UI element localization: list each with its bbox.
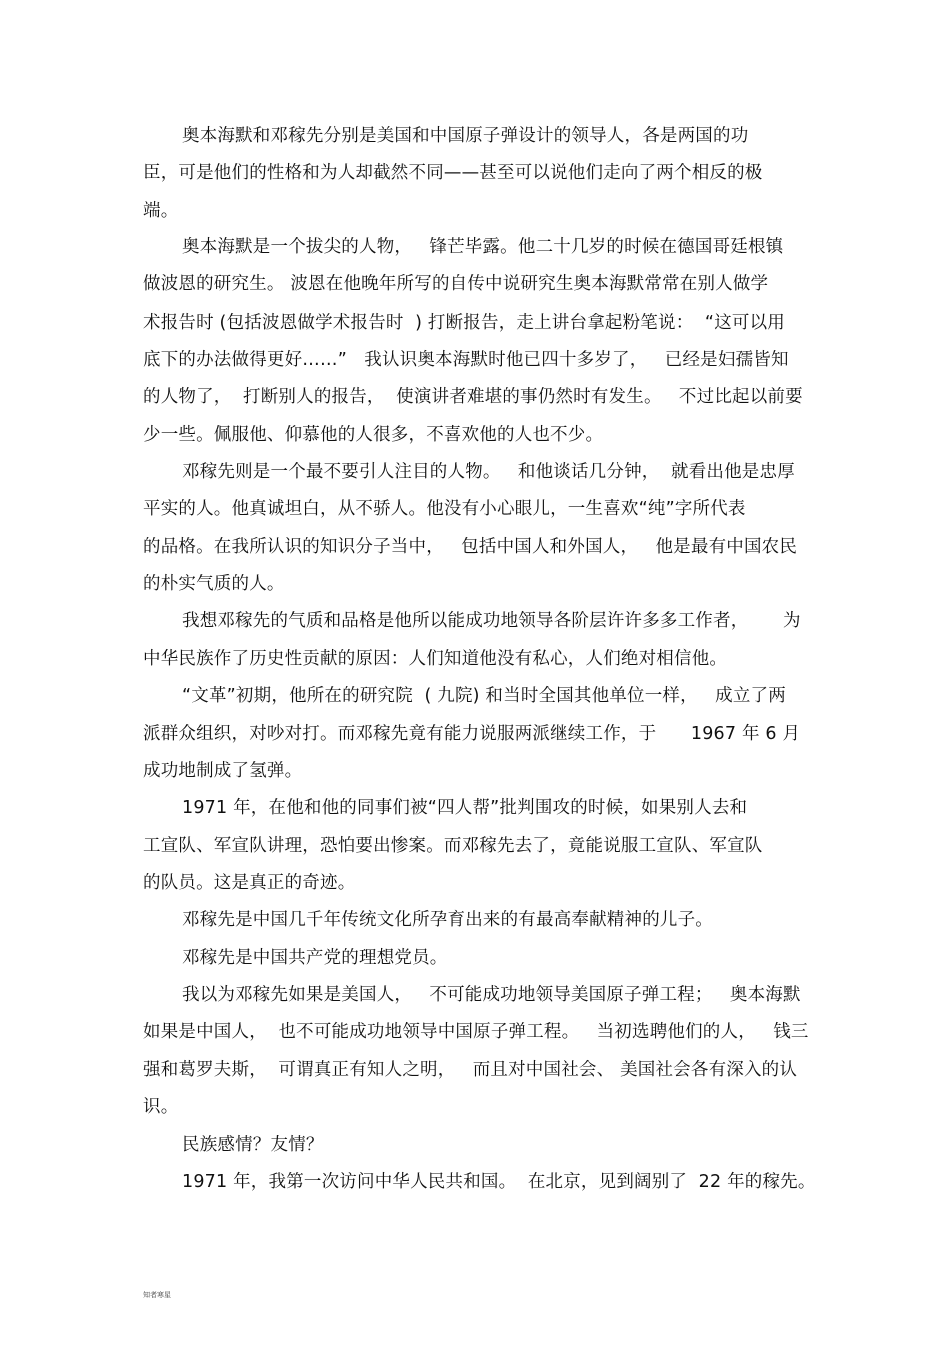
text-line: 邓稼先则是一个最不要引人注目的人物。 和他谈话几分钟， 就看出他是忠厚 bbox=[182, 462, 795, 482]
text-line: 臣，可是他们的性格和为人却截然不同——甚至可以说他们走向了两个相反的极 bbox=[143, 163, 763, 183]
text-line: 1971 年，在他和他的同事们被“四人帮”批判围攻的时候，如果别人去和 bbox=[182, 798, 748, 818]
footer-mark: 知者寒星 bbox=[143, 1291, 171, 1299]
text-line: 少一些。佩服他、仰慕他的人很多，不喜欢他的人也不少。 bbox=[143, 425, 604, 445]
text-line: 的人物了， 打断别人的报告， 使演讲者难堪的事仍然时有发生。 不过比起以前要 bbox=[143, 387, 803, 407]
text-line: 1971 年，我第一次访问中华人民共和国。 在北京，见到阔别了 22 年的稼先。 bbox=[182, 1172, 816, 1192]
text-line: 术报告时 (包括波恩做学术报告时 ) 打断报告，走上讲台拿起粉笔说： “这可以用 bbox=[143, 313, 785, 333]
text-line: 民族感情？友情？ bbox=[182, 1135, 324, 1155]
text-line: 奥本海默和邓稼先分别是美国和中国原子弹设计的领导人，各是两国的功 bbox=[182, 126, 749, 146]
text-line: 的品格。在我所认识的知识分子当中， 包括中国人和外国人， 他是最有中国农民 bbox=[143, 537, 798, 557]
text-line: 端。 bbox=[143, 201, 179, 221]
text-line: 平实的人。他真诚坦白，从不骄人。他没有小心眼儿，一生喜欢“纯”字所代表 bbox=[143, 499, 746, 519]
text-line: 邓稼先是中国共产党的理想党员。 bbox=[182, 948, 448, 968]
text-line: 我想邓稼先的气质和品格是他所以能成功地领导各阶层许许多多工作者， 为 bbox=[182, 611, 801, 631]
text-line: 派群众组织，对吵对打。而邓稼先竟有能力说服两派继续工作，于 1967 年 6 月 bbox=[143, 724, 801, 744]
text-line: 的队员。这是真正的奇迹。 bbox=[143, 873, 356, 893]
text-line: 邓稼先是中国几千年传统文化所孕育出来的有最高奉献精神的儿子。 bbox=[182, 910, 713, 930]
text-line: “文革”初期，他所在的研究院 ( 九院) 和当时全国其他单位一样， 成立了两 bbox=[182, 686, 786, 706]
text-line: 强和葛罗夫斯， 可谓真正有知人之明， 而且对中国社会、 美国社会各有深入的认 bbox=[143, 1060, 798, 1080]
text-line: 如果是中国人， 也不可能成功地领导中国原子弹工程。 当初选聘他们的人， 钱三 bbox=[143, 1022, 809, 1042]
text-line: 奥本海默是一个拔尖的人物， 锋芒毕露。他二十几岁的时候在德国哥廷根镇 bbox=[182, 237, 784, 257]
text-line: 工宣队、军宣队讲理，恐怕要出惨案。而邓稼先去了，竟能说服工宣队、军宣队 bbox=[143, 836, 763, 856]
text-line: 的朴实气质的人。 bbox=[143, 574, 285, 594]
text-line: 识。 bbox=[143, 1097, 179, 1117]
text-line: 中华民族作了历史性贡献的原因：人们知道他没有私心，人们绝对相信他。 bbox=[143, 649, 728, 669]
text-line: 我以为邓稼先如果是美国人， 不可能成功地领导美国原子弹工程； 奥本海默 bbox=[182, 985, 801, 1005]
text-line: 做波恩的研究生。 波恩在他晚年所写的自传中说研究生奥本海默常常在别人做学 bbox=[143, 274, 769, 294]
text-line: 底下的办法做得更好……” 我认识奥本海默时他已四十多岁了， 已经是妇孺皆知 bbox=[143, 350, 789, 370]
text-line: 成功地制成了氢弹。 bbox=[143, 761, 303, 781]
